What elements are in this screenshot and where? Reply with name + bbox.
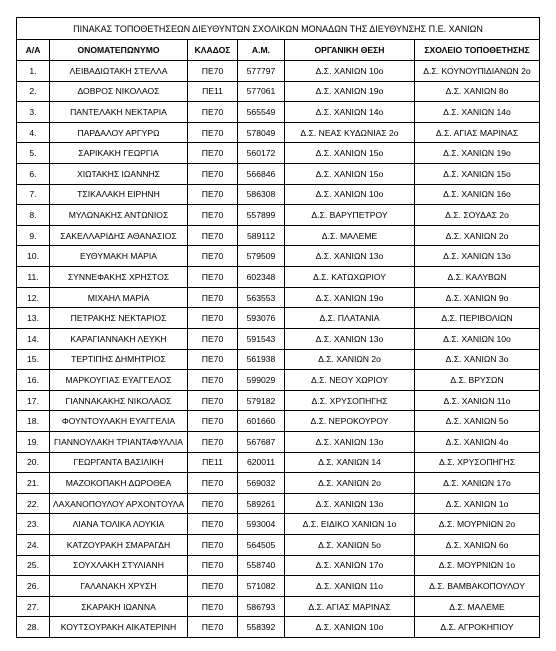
cell-specialty: ΠΕ70 xyxy=(188,535,238,556)
cell-aa: 3. xyxy=(17,102,50,123)
cell-name: ΜΑΡΚΟΥΓΙΑΣ ΕΥΑΓΓΕΛΟΣ xyxy=(50,370,188,391)
cell-registry-number: 586793 xyxy=(238,596,285,617)
cell-registry-number: 601660 xyxy=(238,411,285,432)
cell-aa: 10. xyxy=(17,246,50,267)
table-row xyxy=(17,184,540,205)
cell-aa: 20. xyxy=(17,452,50,473)
cell-specialty: ΠΕ70 xyxy=(188,349,238,370)
cell-organic-position: Δ.Σ. ΝΕΑΣ ΚΥΔΩΝΙΑΣ 2ο xyxy=(285,122,415,143)
cell-registry-number: 599029 xyxy=(238,370,285,391)
cell-organic-position: Δ.Σ. ΧΑΝΙΩΝ 15ο xyxy=(285,143,415,164)
cell-aa: 28. xyxy=(17,617,50,638)
cell-name: ΤΕΡΤΙΠΗΣ ΔΗΜΗΤΡΙΟΣ xyxy=(50,349,188,370)
cell-placement-school: Δ.Σ. ΒΡΥΣΩΝ xyxy=(415,370,540,391)
cell-aa: 24. xyxy=(17,535,50,556)
cell-specialty: ΠΕ70 xyxy=(188,514,238,535)
cell-specialty: ΠΕ70 xyxy=(188,431,238,452)
cell-placement-school: Δ.Σ. ΧΑΝΙΩΝ 2ο xyxy=(415,225,540,246)
table-row xyxy=(17,370,540,391)
cell-organic-position: Δ.Σ. ΑΓΙΑΣ ΜΑΡΙΝΑΣ xyxy=(285,596,415,617)
cell-organic-position: Δ.Σ. ΧΑΝΙΩΝ 2ο xyxy=(285,349,415,370)
cell-registry-number: 591543 xyxy=(238,328,285,349)
column-header-specialty: ΚΛΑΔΟΣ xyxy=(188,40,238,61)
cell-name: ΣΑΡΙΚΑΚΗ ΓΕΩΡΓΙΑ xyxy=(50,143,188,164)
cell-organic-position: Δ.Σ. ΧΑΝΙΩΝ 10ο xyxy=(285,184,415,205)
cell-placement-school: Δ.Σ. ΜΑΛΕΜΕ xyxy=(415,596,540,617)
cell-name: ΧΙΩΤΑΚΗΣ ΙΩΑΝΝΗΣ xyxy=(50,164,188,185)
table-row xyxy=(17,617,540,638)
cell-registry-number: 593076 xyxy=(238,308,285,329)
cell-placement-school: Δ.Σ. ΧΑΝΙΩΝ 13ο xyxy=(415,246,540,267)
cell-registry-number: 566846 xyxy=(238,164,285,185)
table-row xyxy=(17,452,540,473)
cell-organic-position: Δ.Σ. ΝΕΡΟΚΟΥΡΟΥ xyxy=(285,411,415,432)
cell-placement-school: Δ.Σ. ΚΟΥΝΟΥΠΙΔΙΑΝΩΝ 2ο xyxy=(415,61,540,82)
cell-placement-school: Δ.Σ. ΧΑΝΙΩΝ 3ο xyxy=(415,349,540,370)
table-row xyxy=(17,328,540,349)
cell-placement-school: Δ.Σ. ΧΑΝΙΩΝ 17ο xyxy=(415,473,540,494)
cell-specialty: ΠΕ70 xyxy=(188,205,238,226)
cell-organic-position: Δ.Σ. ΧΑΝΙΩΝ 2ο xyxy=(285,473,415,494)
cell-name: ΦΟΥΝΤΟΥΛΑΚΗ ΕΥΑΓΓΕΛΙΑ xyxy=(50,411,188,432)
cell-placement-school: Δ.Σ. ΒΑΜΒΑΚΟΠΟΥΛΟΥ xyxy=(415,576,540,597)
cell-registry-number: 589112 xyxy=(238,225,285,246)
cell-name: ΓΙΑΝΝΟΥΛΑΚΗ ΤΡΙΑΝΤΑΦΥΛΛΙΑ xyxy=(50,431,188,452)
cell-organic-position: Δ.Σ. ΧΑΝΙΩΝ 13ο xyxy=(285,328,415,349)
cell-organic-position: Δ.Σ. ΠΛΑΤΑΝΙΑ xyxy=(285,308,415,329)
cell-name: ΜΑΖΟΚΟΠΑΚΗ ΔΩΡΟΘΕΑ xyxy=(50,473,188,494)
cell-aa: 25. xyxy=(17,555,50,576)
cell-aa: 5. xyxy=(17,143,50,164)
cell-aa: 6. xyxy=(17,164,50,185)
table-row xyxy=(17,122,540,143)
cell-placement-school: Δ.Σ. ΧΑΝΙΩΝ 1ο xyxy=(415,493,540,514)
cell-name: ΕΥΘΥΜΑΚΗ ΜΑΡΙΑ xyxy=(50,246,188,267)
cell-name: ΛΕΙΒΑΔΙΩΤΑΚΗ ΣΤΕΛΛΑ xyxy=(50,61,188,82)
cell-aa: 7. xyxy=(17,184,50,205)
cell-organic-position: Δ.Σ. ΝΕΟΥ ΧΩΡΙΟΥ xyxy=(285,370,415,391)
cell-registry-number: 602348 xyxy=(238,267,285,288)
cell-placement-school: Δ.Σ. ΧΑΝΙΩΝ 15ο xyxy=(415,164,540,185)
cell-name: ΚΑΡΑΓΙΑΝΝΑΚΗ ΛΕΥΚΗ xyxy=(50,328,188,349)
table-row xyxy=(17,576,540,597)
cell-placement-school: Δ.Σ. ΧΑΝΙΩΝ 8ο xyxy=(415,81,540,102)
cell-specialty: ΠΕ70 xyxy=(188,576,238,597)
cell-registry-number: 593004 xyxy=(238,514,285,535)
cell-aa: 11. xyxy=(17,267,50,288)
cell-placement-school: Δ.Σ. ΧΑΝΙΩΝ 6ο xyxy=(415,535,540,556)
cell-aa: 1. xyxy=(17,61,50,82)
cell-specialty: ΠΕ11 xyxy=(188,452,238,473)
cell-registry-number: 560172 xyxy=(238,143,285,164)
table-row xyxy=(17,431,540,452)
cell-specialty: ΠΕ70 xyxy=(188,122,238,143)
cell-registry-number: 565549 xyxy=(238,102,285,123)
cell-organic-position: Δ.Σ. ΧΑΝΙΩΝ 14 xyxy=(285,452,415,473)
table-row xyxy=(17,143,540,164)
cell-aa: 18. xyxy=(17,411,50,432)
cell-name: ΜΥΛΩΝΑΚΗΣ ΑΝΤΩΝΙΟΣ xyxy=(50,205,188,226)
cell-registry-number: 578049 xyxy=(238,122,285,143)
cell-name: ΣΟΥΧΛΑΚΗ ΣΤΥΛΙΑΝΗ xyxy=(50,555,188,576)
cell-organic-position: Δ.Σ. ΧΑΝΙΩΝ 5ο xyxy=(285,535,415,556)
cell-specialty: ΠΕ70 xyxy=(188,390,238,411)
table-row xyxy=(17,164,540,185)
cell-aa: 8. xyxy=(17,205,50,226)
cell-specialty: ΠΕ70 xyxy=(188,555,238,576)
cell-name: ΜΙΧΑΗΛ ΜΑΡΙΑ xyxy=(50,287,188,308)
cell-specialty: ΠΕ70 xyxy=(188,370,238,391)
cell-name: ΠΕΤΡΑΚΗΣ ΝΕΚΤΑΡΙΟΣ xyxy=(50,308,188,329)
cell-specialty: ΠΕ70 xyxy=(188,143,238,164)
column-header-placement-school: ΣΧΟΛΕΙΟ ΤΟΠΟΘΕΤΗΣΗΣ xyxy=(415,40,540,61)
cell-placement-school: Δ.Σ. ΧΑΝΙΩΝ 14ο xyxy=(415,102,540,123)
cell-name: ΓΑΛΑΝΑΚΗ ΧΡΥΣΗ xyxy=(50,576,188,597)
cell-organic-position: Δ.Σ. ΧΡΥΣΟΠΗΓΗΣ xyxy=(285,390,415,411)
column-header-organic-position: ΟΡΓΑΝΙΚΗ ΘΕΣΗ xyxy=(285,40,415,61)
column-header-aa: Α/Α xyxy=(17,40,50,61)
table-row xyxy=(17,287,540,308)
table-body xyxy=(17,61,540,638)
cell-name: ΛΙΑΝΑ ΤΟΛΙΚΑ ΛΟΥΚΙΑ xyxy=(50,514,188,535)
cell-specialty: ΠΕ70 xyxy=(188,617,238,638)
cell-specialty: ΠΕ70 xyxy=(188,328,238,349)
table-row xyxy=(17,390,540,411)
cell-specialty: ΠΕ70 xyxy=(188,493,238,514)
cell-placement-school: Δ.Σ. ΧΑΝΙΩΝ 5ο xyxy=(415,411,540,432)
cell-name: ΤΣΙΚΑΛΑΚΗ ΕΙΡΗΝΗ xyxy=(50,184,188,205)
cell-aa: 15. xyxy=(17,349,50,370)
cell-registry-number: 577061 xyxy=(238,81,285,102)
table-row xyxy=(17,267,540,288)
cell-organic-position: Δ.Σ. ΚΑΤΩΧΩΡΙΟΥ xyxy=(285,267,415,288)
table-header-row xyxy=(17,40,540,61)
cell-registry-number: 563553 xyxy=(238,287,285,308)
cell-specialty: ΠΕ70 xyxy=(188,225,238,246)
cell-organic-position: Δ.Σ. ΧΑΝΙΩΝ 10ο xyxy=(285,61,415,82)
cell-name: ΚΑΤΖΟΥΡΑΚΗ ΣΜΑΡΑΓΔΗ xyxy=(50,535,188,556)
cell-specialty: ΠΕ70 xyxy=(188,102,238,123)
cell-registry-number: 564505 xyxy=(238,535,285,556)
cell-aa: 22. xyxy=(17,493,50,514)
cell-aa: 23. xyxy=(17,514,50,535)
table-row xyxy=(17,473,540,494)
cell-specialty: ΠΕ70 xyxy=(188,473,238,494)
cell-aa: 4. xyxy=(17,122,50,143)
cell-placement-school: Δ.Σ. ΣΟΥΔΑΣ 2ο xyxy=(415,205,540,226)
cell-organic-position: Δ.Σ. ΧΑΝΙΩΝ 17ο xyxy=(285,555,415,576)
cell-placement-school: Δ.Σ. ΧΡΥΣΟΠΗΓΗΣ xyxy=(415,452,540,473)
cell-placement-school: Δ.Σ. ΧΑΝΙΩΝ 19ο xyxy=(415,143,540,164)
cell-aa: 27. xyxy=(17,596,50,617)
cell-organic-position: Δ.Σ. ΧΑΝΙΩΝ 14ο xyxy=(285,102,415,123)
cell-specialty: ΠΕ70 xyxy=(188,308,238,329)
cell-registry-number: 569032 xyxy=(238,473,285,494)
cell-name: ΣΚΑΡΑΚΗ ΙΩΑΝΝΑ xyxy=(50,596,188,617)
table-row xyxy=(17,61,540,82)
table-title-row xyxy=(17,18,540,40)
cell-specialty: ΠΕ70 xyxy=(188,164,238,185)
table-row xyxy=(17,308,540,329)
table-row xyxy=(17,596,540,617)
table-row xyxy=(17,514,540,535)
table-row xyxy=(17,555,540,576)
table-row xyxy=(17,349,540,370)
cell-specialty: ΠΕ70 xyxy=(188,267,238,288)
cell-specialty: ΠΕ70 xyxy=(188,61,238,82)
placements-document xyxy=(16,17,539,638)
cell-aa: 2. xyxy=(17,81,50,102)
cell-registry-number: 579182 xyxy=(238,390,285,411)
cell-organic-position: Δ.Σ. ΧΑΝΙΩΝ 19ο xyxy=(285,287,415,308)
cell-specialty: ΠΕ70 xyxy=(188,184,238,205)
cell-placement-school: Δ.Σ. ΜΟΥΡΝΙΩΝ 2ο xyxy=(415,514,540,535)
cell-registry-number: 567687 xyxy=(238,431,285,452)
table-row xyxy=(17,411,540,432)
table-row xyxy=(17,493,540,514)
cell-registry-number: 558740 xyxy=(238,555,285,576)
cell-registry-number: 557899 xyxy=(238,205,285,226)
cell-name: ΣΑΚΕΛΛΑΡΙΔΗΣ ΑΘΑΝΑΣΙΟΣ xyxy=(50,225,188,246)
table-row xyxy=(17,102,540,123)
cell-name: ΔΟΒΡΟΣ ΝΙΚΟΛΑΟΣ xyxy=(50,81,188,102)
table-row xyxy=(17,205,540,226)
cell-specialty: ΠΕ11 xyxy=(188,81,238,102)
cell-aa: 14. xyxy=(17,328,50,349)
cell-name: ΛΑΧΑΝΟΠΟΥΛΟΥ ΑΡΧΟΝΤΟΥΛΑ xyxy=(50,493,188,514)
cell-aa: 16. xyxy=(17,370,50,391)
cell-organic-position: Δ.Σ. ΜΑΛΕΜΕ xyxy=(285,225,415,246)
cell-name: ΣΥΝΝΕΦΑΚΗΣ ΧΡΗΣΤΟΣ xyxy=(50,267,188,288)
cell-aa: 17. xyxy=(17,390,50,411)
cell-registry-number: 620011 xyxy=(238,452,285,473)
cell-registry-number: 571082 xyxy=(238,576,285,597)
cell-organic-position: Δ.Σ. ΧΑΝΙΩΝ 13ο xyxy=(285,493,415,514)
cell-specialty: ΠΕ70 xyxy=(188,411,238,432)
cell-name: ΠΑΝΤΕΛΑΚΗ ΝΕΚΤΑΡΙΑ xyxy=(50,102,188,123)
cell-specialty: ΠΕ70 xyxy=(188,287,238,308)
cell-placement-school: Δ.Σ. ΧΑΝΙΩΝ 9ο xyxy=(415,287,540,308)
cell-placement-school: Δ.Σ. ΠΕΡΙΒΟΛΙΩΝ xyxy=(415,308,540,329)
column-header-registry-number: Α.Μ. xyxy=(238,40,285,61)
cell-placement-school: Δ.Σ. ΑΓΙΑΣ ΜΑΡΙΝΑΣ xyxy=(415,122,540,143)
cell-registry-number: 586308 xyxy=(238,184,285,205)
cell-organic-position: Δ.Σ. ΧΑΝΙΩΝ 19ο xyxy=(285,81,415,102)
cell-registry-number: 577797 xyxy=(238,61,285,82)
cell-placement-school: Δ.Σ. ΚΑΛΥΒΩΝ xyxy=(415,267,540,288)
cell-placement-school: Δ.Σ. ΑΓΡΟΚΗΠΙΟΥ xyxy=(415,617,540,638)
cell-organic-position: Δ.Σ. ΧΑΝΙΩΝ 13ο xyxy=(285,246,415,267)
cell-name: ΓΙΑΝΝΑΚΑΚΗΣ ΝΙΚΟΛΑΟΣ xyxy=(50,390,188,411)
cell-name: ΓΕΩΡΓΑΝΤΑ ΒΑΣΙΛΙΚΗ xyxy=(50,452,188,473)
cell-placement-school: Δ.Σ. ΧΑΝΙΩΝ 4ο xyxy=(415,431,540,452)
cell-organic-position: Δ.Σ. ΧΑΝΙΩΝ 13ο xyxy=(285,431,415,452)
placements-table xyxy=(16,17,540,638)
cell-aa: 9. xyxy=(17,225,50,246)
cell-aa: 21. xyxy=(17,473,50,494)
cell-organic-position: Δ.Σ. ΒΑΡΥΠΕΤΡΟΥ xyxy=(285,205,415,226)
cell-registry-number: 579509 xyxy=(238,246,285,267)
cell-placement-school: Δ.Σ. ΧΑΝΙΩΝ 10ο xyxy=(415,328,540,349)
table-row xyxy=(17,246,540,267)
table-title: ΠΙΝΑΚΑΣ ΤΟΠΟΘΕΤΗΣΕΩΝ ΔΙΕΥΘΥΝΤΩΝ ΣΧΟΛΙΚΩΝ ΜΟΝΑΔΩΝ ΤΗΣ ΔΙΕΥΘΥΝΣΗΣ Π.Ε. ΧΑΝΙΩΝ xyxy=(17,18,540,40)
table-row xyxy=(17,535,540,556)
cell-organic-position: Δ.Σ. ΕΙΔΙΚΟ ΧΑΝΙΩΝ 1ο xyxy=(285,514,415,535)
cell-organic-position: Δ.Σ. ΧΑΝΙΩΝ 15ο xyxy=(285,164,415,185)
cell-placement-school: Δ.Σ. ΧΑΝΙΩΝ 11ο xyxy=(415,390,540,411)
cell-name: ΠΑΡΔΑΛΟΥ ΑΡΓΥΡΩ xyxy=(50,122,188,143)
cell-name: ΚΟΥΤΣΟΥΡΑΚΗ ΑΙΚΑΤΕΡΙΝΗ xyxy=(50,617,188,638)
cell-aa: 12. xyxy=(17,287,50,308)
cell-specialty: ΠΕ70 xyxy=(188,246,238,267)
cell-specialty: ΠΕ70 xyxy=(188,596,238,617)
table-row xyxy=(17,225,540,246)
cell-organic-position: Δ.Σ. ΧΑΝΙΩΝ 10ο xyxy=(285,617,415,638)
cell-registry-number: 589261 xyxy=(238,493,285,514)
table-row xyxy=(17,81,540,102)
cell-organic-position: Δ.Σ. ΧΑΝΙΩΝ 11ο xyxy=(285,576,415,597)
cell-registry-number: 558392 xyxy=(238,617,285,638)
cell-aa: 26. xyxy=(17,576,50,597)
column-header-name: ΟΝΟΜΑΤΕΠΩΝΥΜΟ xyxy=(50,40,188,61)
cell-aa: 19. xyxy=(17,431,50,452)
cell-registry-number: 561938 xyxy=(238,349,285,370)
cell-placement-school: Δ.Σ. ΜΟΥΡΝΙΩΝ 1ο xyxy=(415,555,540,576)
cell-placement-school: Δ.Σ. ΧΑΝΙΩΝ 16ο xyxy=(415,184,540,205)
cell-aa: 13. xyxy=(17,308,50,329)
